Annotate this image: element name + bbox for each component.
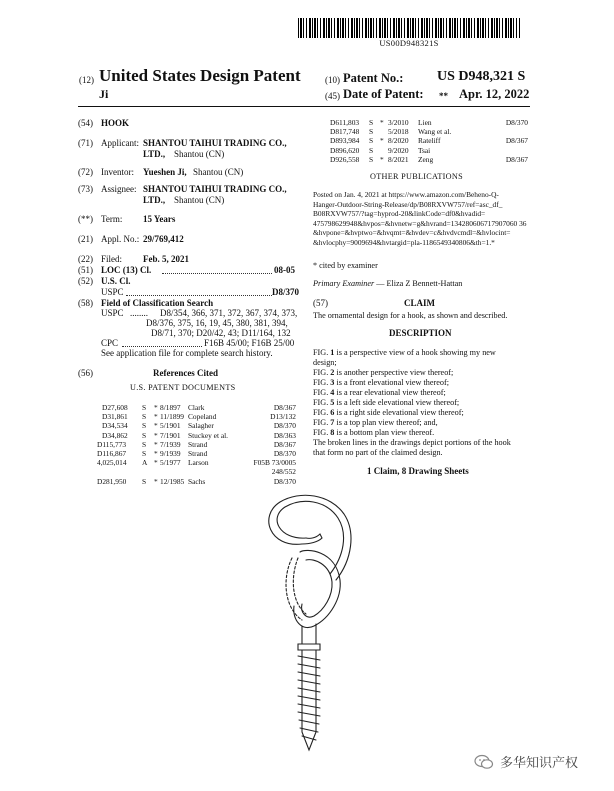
hook-collar-outer [294,550,340,627]
loc-leader [162,273,272,274]
publication-line: Posted on Jan. 4, 2021 at https://www.amazon.com/Beheno-Q- [313,190,499,199]
hook-washer [298,644,320,650]
description-line: FIG. 5 is a left side elevational view thereof; [313,398,460,407]
watermark-text: 多华知识产权 [500,756,579,771]
us-cl-value: D8/370 [272,287,299,297]
primary-examiner-name: — Eliza Z Bennett-Hattan [376,279,463,288]
references-cited-title: References Cited [153,368,219,378]
hook-ring-outer [269,495,351,580]
field-code-73: (73) [78,184,93,194]
screw-threads [298,656,320,740]
term-value: 15 Years [143,214,176,224]
field-code-51: (51) [78,265,93,275]
us-patent-documents-subtitle: U.S. PATENT DOCUMENTS [130,383,236,392]
field-code-term: (**) [78,214,93,224]
references-table-left: D27,608 S * 8/1897 Clark D8/367 D31,861 S * 11/1899 Copeland D13/132 D34,534 S * 5/1901 Salagher D8/370 D34,862 S * 7/1901 Stuckey et al. D8/363 D115,773 S * 7/1939 Strand D8/367 D116,867 S * 9/1939 Strand D8/370 4,025,014 A * 5/1977 Larson F05B 73/0005 248/552 D281,950 S * 12/1985 Sachs D8/370 [97,403,296,486]
description-line: FIG. 2 is another perspective view thereof; [313,368,454,377]
cited-by-examiner: * cited by examiner [313,261,378,270]
publication-line: 475798629948&hvpos=&hvnetw=g&hvrand=134280606717907060 36 [313,218,527,228]
cpc-leader [122,346,202,347]
field-search-uspc-line: D8/354, 366, 371, 372, 367, 374, 373, [160,308,298,318]
hook-collar-inner [302,560,332,617]
field-code-71: (71) [78,138,93,148]
header-code-10: (10) [325,75,340,85]
assignee-value: SHANTOU TAIHUI TRADING CO., LTD., [143,184,287,205]
inventor-location: Shantou (CN) [193,167,244,177]
appl-no-value: 29/769,412 [143,234,184,244]
references-table-right: D611,803 S * 3/2010 Lien D8/370 D817,748 S 5/2018 Wang et al. D893,984 S * 8/2020 Rateliff D8/367 D896,620 S 9/2020 Tsai D926,558 S * 8/2021 Zeng D8/367 [330,118,528,164]
field-code-72: (72) [78,167,93,177]
filed-label: Filed: [101,254,123,264]
assignee-label: Assignee: [101,184,137,194]
other-publications-title: OTHER PUBLICATIONS [370,172,463,181]
description-line: FIG. 7 is a top plan view thereof; and, [313,418,438,427]
inventor-value: Yueshen Ji, [143,167,187,177]
header-rule [78,106,530,107]
claim-code: (57) [313,298,328,308]
claim-title: CLAIM [404,298,435,308]
publication-line: Hanger-Outdoor-String-Release/dp/B08RXVW757/ref=asc_df_ [313,199,503,209]
appl-no-label: Appl. No.: [101,234,140,244]
date-stars: ** [439,91,448,101]
field-search-uspc-line: D8/376, 375, 16, 19, 45, 380, 381, 394, [146,318,288,328]
description-line: The broken lines in the drawings depict portions of the hook [313,438,511,447]
barcode-number: US00D948321S [379,38,439,48]
barcode [298,18,520,38]
patent-type-title: United States Design Patent [99,66,301,85]
assignee-location: Shantou (CN) [174,195,225,205]
description-line: that form no part of the claimed design. [313,448,443,457]
publication-line: B08RXVW757/?tag=hyprod-20&linkCode=df0&hvadid= [313,209,486,219]
header-code-12: (12) [79,75,94,85]
publication-line: &hvpone=&hvptwo=&hvqmt=&hvdev=c&hvdvcmdl=&hvlocint= [313,228,511,238]
field-search-cpc-label: CPC [101,338,119,348]
patent-no-label: Patent No.: [343,71,404,85]
field-code-54: (54) [78,118,93,128]
field-code-56: (56) [78,368,93,378]
field-search-uspc-dots: ........ [130,308,148,318]
field-code-52: (52) [78,276,93,286]
patent-number: US D948,321 S [437,69,526,84]
us-cl-leader [126,295,272,296]
filed-value: Feb. 5, 2021 [143,254,189,264]
field-search-uspc-label: USPC [101,308,124,318]
description-line: design; [313,358,337,367]
description-body [313,348,529,458]
description-line: FIG. 8 is a bottom plan view thereof. [313,428,435,437]
inventor-label: Inventor: [101,167,134,177]
loc-label: LOC (13) Cl. [101,265,152,275]
hook-ring-tip [302,534,322,544]
field-search-label: Field of Classification Search [101,298,214,308]
applicant-value: SHANTOU TAIHUI TRADING CO., LTD., [143,138,287,159]
us-cl-uspc-label: USPC [101,287,124,297]
us-cl-label: U.S. Cl. [101,276,131,286]
claims-sheets-summary: 1 Claim, 8 Drawing Sheets [367,466,469,476]
primary-examiner-line [313,279,462,289]
date-label: Date of Patent: [343,87,424,101]
claim-text: The ornamental design for a hook, as shown and described. [313,311,508,320]
inventor-surname: Ji [99,87,109,101]
description-line: FIG. 1 is a perspective view of a hook showing my new [313,348,496,357]
description-title: DESCRIPTION [389,328,452,338]
header-code-45: (45) [325,91,340,101]
patent-date: Apr. 12, 2022 [459,87,530,101]
wechat-icon [474,753,494,771]
term-label: Term: [101,214,123,224]
loc-value: 08-05 [274,265,295,275]
other-publications-body [313,190,529,248]
applicant-location: Shantou (CN) [174,149,225,159]
publication-line: &hvlocphy=9009694&hvtargid=pla-1186549340806&th=1.* [313,237,495,247]
primary-examiner-label: Primary Examiner [313,279,375,288]
field-search-cpc-value: F16B 45/00; F16B 25/00 [204,338,295,348]
field-code-21: (21) [78,234,93,244]
search-history-note: See application file for complete search history. [101,348,273,358]
title-value: HOOK [101,118,130,128]
description-line: FIG. 4 is a rear elevational view thereof; [313,388,446,397]
field-code-22: (22) [78,254,93,264]
hook-broken-line [293,558,306,614]
description-line: FIG. 6 is a right side elevational view thereof; [313,408,464,417]
watermark [474,752,578,771]
description-line: FIG. 3 is a front elevational view thereof; [313,378,449,387]
field-code-58: (58) [78,298,93,308]
hook-drawing [240,488,380,768]
field-search-uspc-line: D8/71, 370; D20/42, 43; D11/164, 132 [151,328,291,338]
applicant-label: Applicant: [101,138,139,148]
